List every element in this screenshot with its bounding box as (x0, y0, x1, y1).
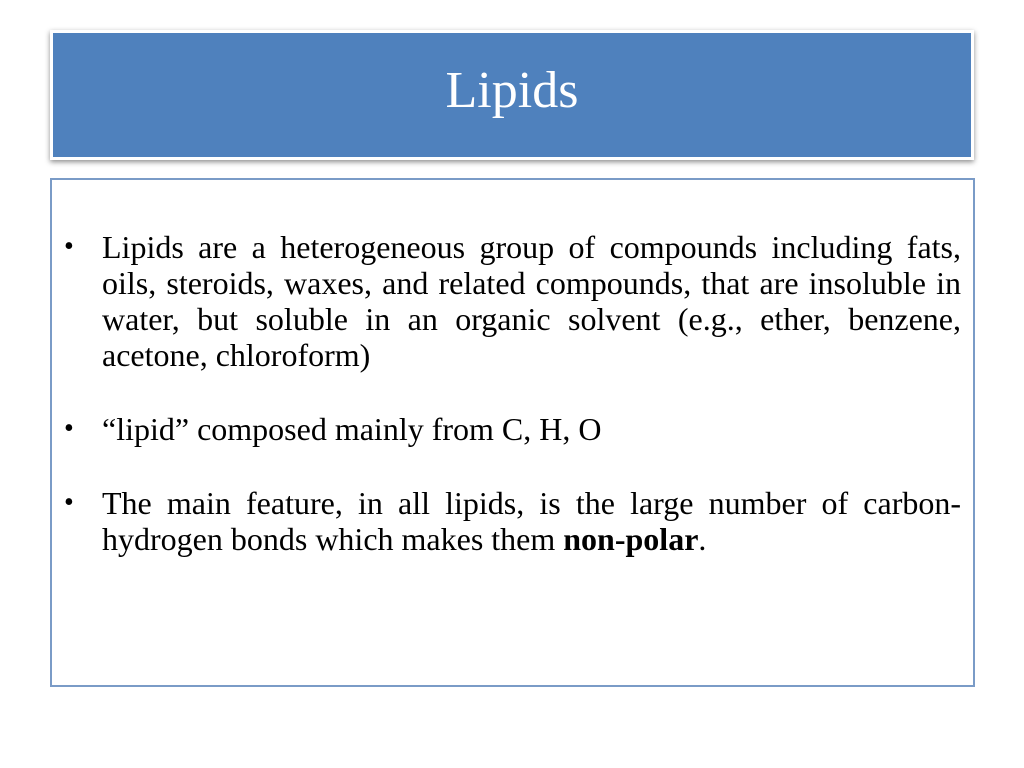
bullet-item (52, 229, 973, 373)
content-box (50, 178, 975, 687)
bullet-emphasis: non-polar (563, 521, 699, 557)
bullet-item (52, 411, 973, 447)
slide-title: Lipids (445, 62, 579, 119)
title-bar (50, 30, 974, 160)
bullet-text: “lipid” composed mainly from C, H, O (102, 411, 602, 447)
bullet-icon: • (64, 487, 74, 518)
bullet-icon: • (64, 231, 74, 262)
bullet-text-end: . (698, 521, 707, 557)
bullet-icon: • (64, 413, 74, 444)
bullet-list (52, 229, 973, 557)
bullet-text: The main feature, in all lipids, is the large number of carbon-hydrogen bonds which makes them (102, 485, 961, 557)
bullet-text: Lipids are a heterogeneous group of compounds including fats, oils, steroids, waxes, and related compounds, that are insoluble in water, but soluble in an organic solvent (e.g., ether, benzene, acetone, chloroform) (102, 229, 961, 373)
bullet-item (52, 485, 973, 557)
